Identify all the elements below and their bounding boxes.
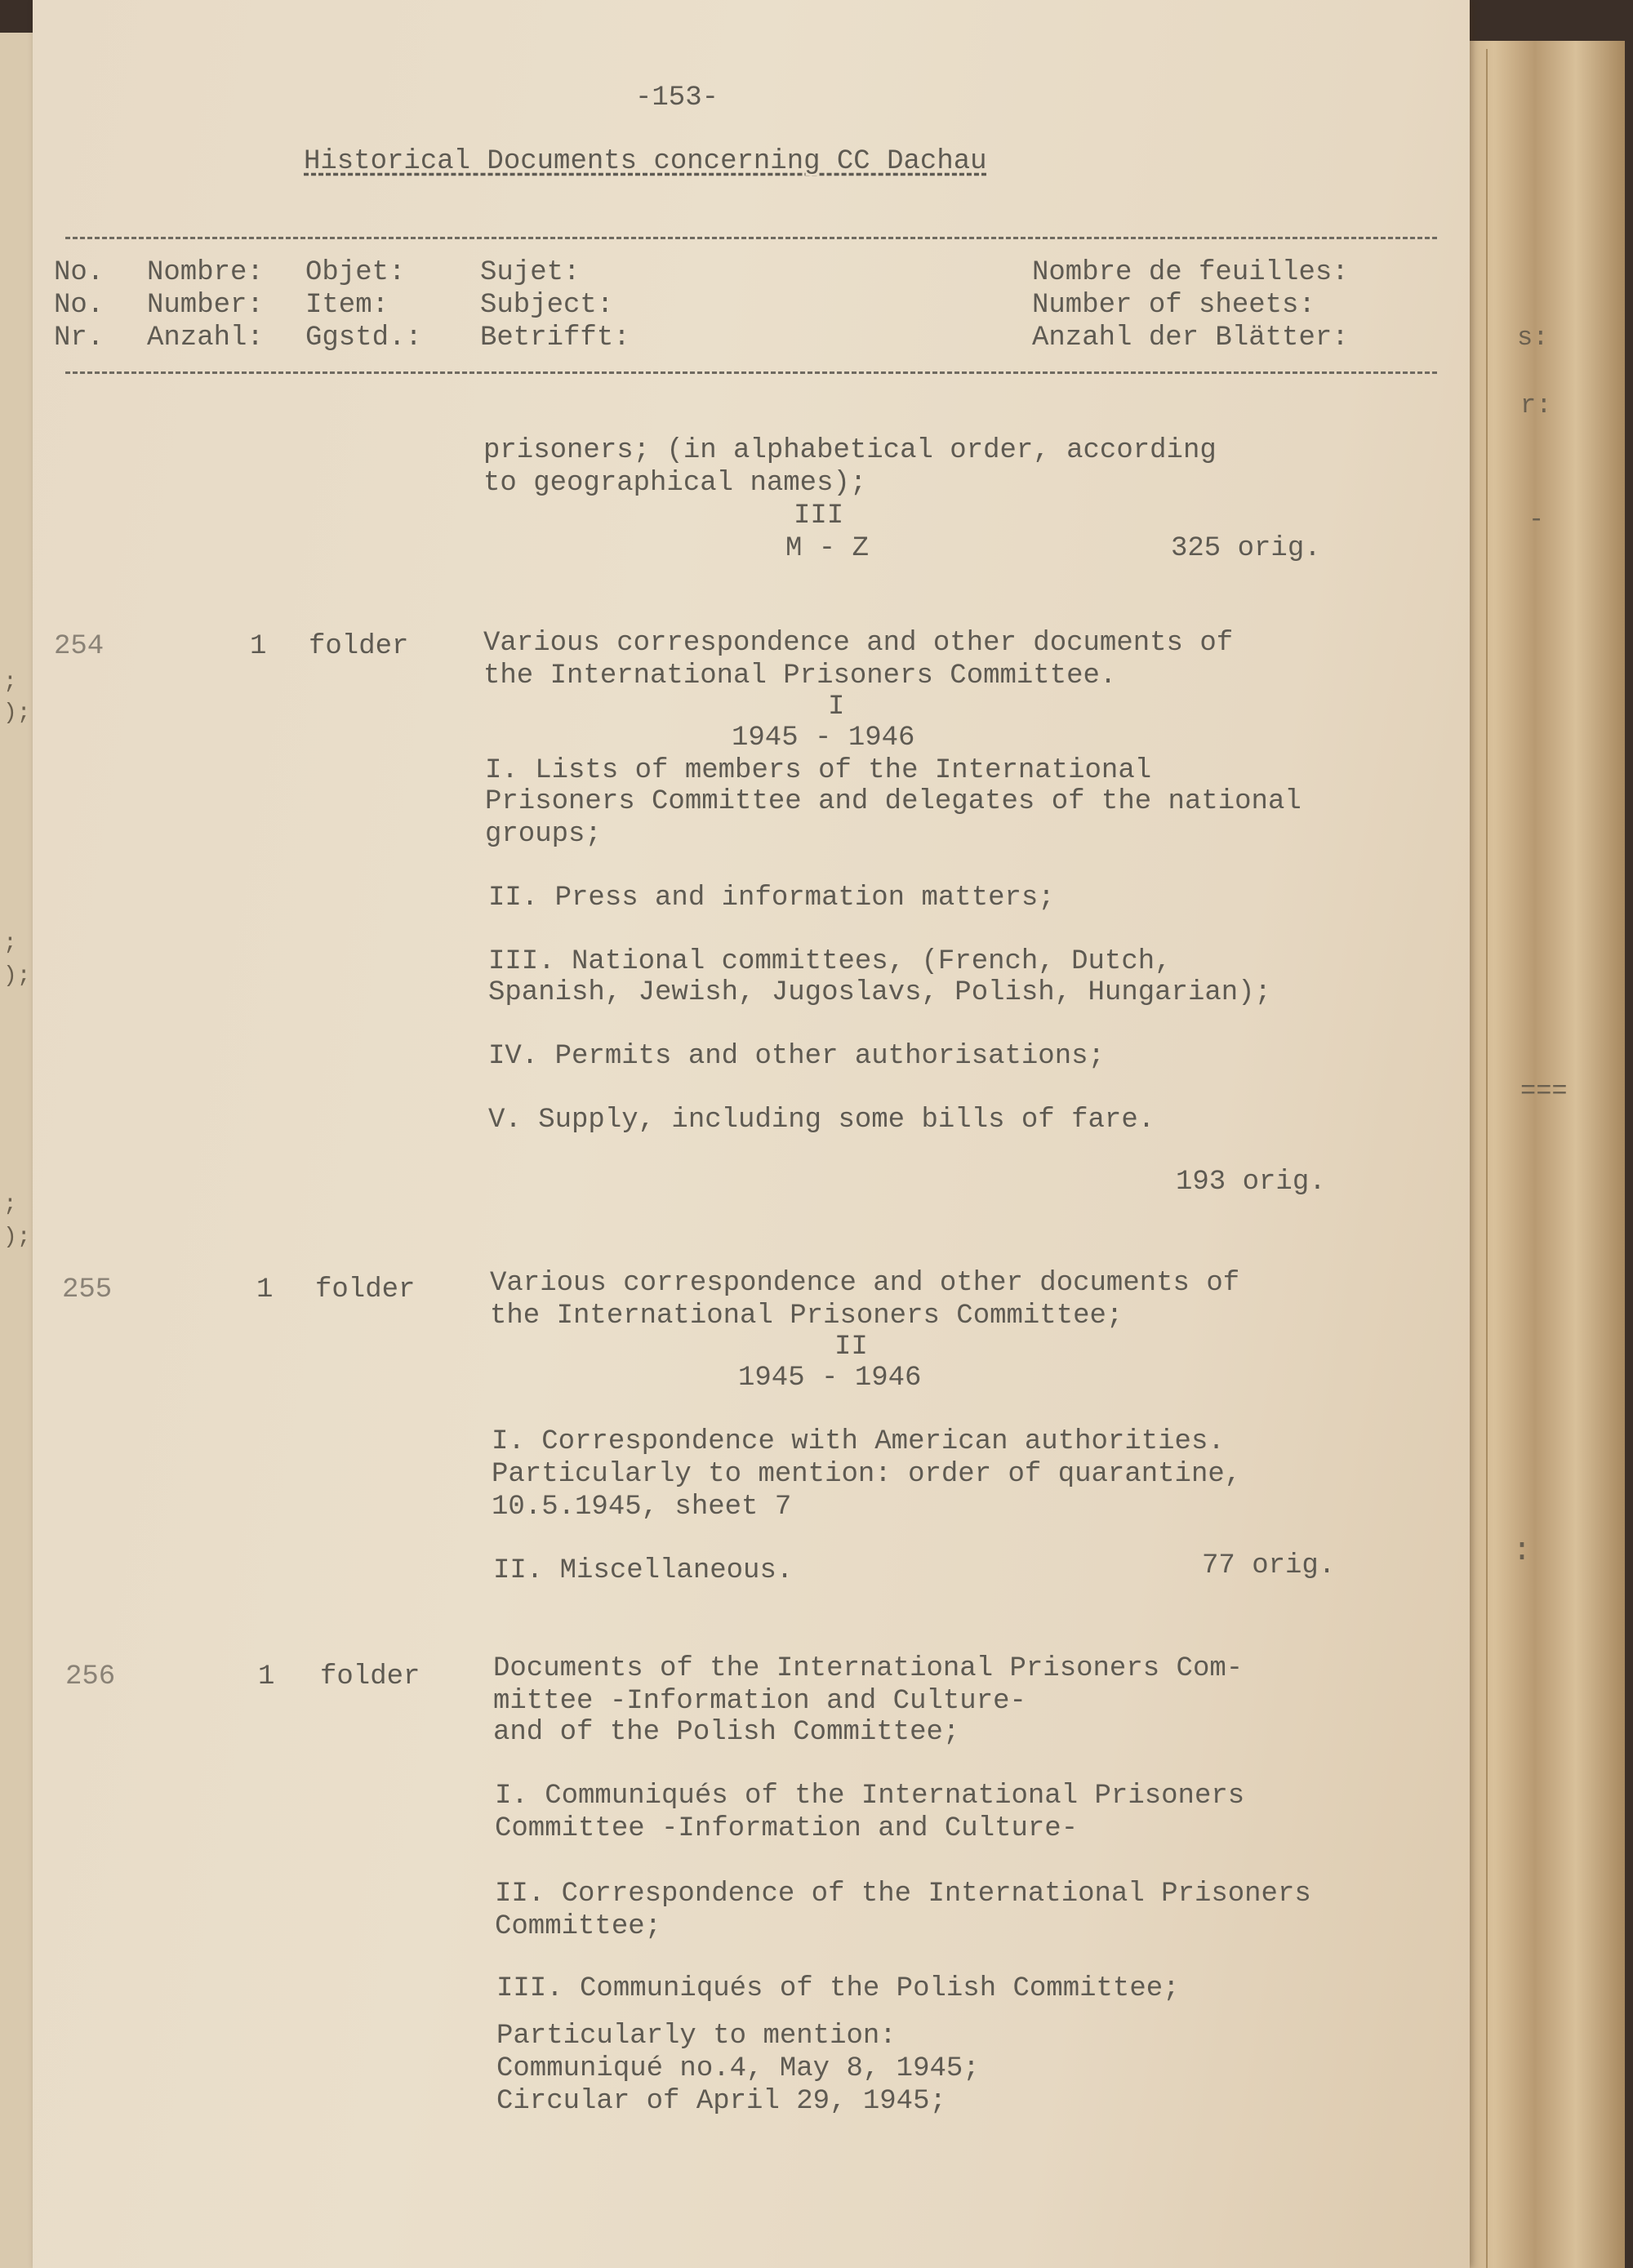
- header-sheets: Nombre de feuilles:: [1032, 257, 1349, 288]
- entry-subitem: Communiqué no.4, May 8, 1945;: [496, 2053, 980, 2084]
- header-sheets: Number of sheets:: [1032, 290, 1315, 321]
- page-title: Historical Documents concerning CC Dachau: [304, 146, 987, 177]
- entry-subitem: II. Miscellaneous.: [493, 1555, 794, 1586]
- header-no: No.: [54, 257, 105, 288]
- ghost-text: ;: [3, 1192, 17, 1217]
- entry-description: the International Prisoners Committee.: [483, 660, 1117, 692]
- entry-sheets: 77 orig.: [1202, 1550, 1336, 1581]
- header-count: Anzahl:: [147, 322, 264, 354]
- entry-subitem: Committee -Information and Culture-: [495, 1813, 1079, 1844]
- entry-subitem: Particularly to mention: order of quarantine,: [492, 1459, 1242, 1490]
- ghost-text: ===: [1520, 1076, 1568, 1106]
- page-stack-line: [1486, 49, 1622, 2268]
- entry-item: folder: [315, 1274, 416, 1305]
- entry-subitem: III. National committees, (French, Dutch,: [488, 946, 1172, 977]
- ghost-text: r:: [1520, 390, 1552, 420]
- entry-subitem: II. Correspondence of the International Prisoners: [495, 1879, 1311, 1910]
- entry-subitem: V. Supply, including some bills of fare.: [488, 1105, 1155, 1136]
- page-number: -153-: [635, 82, 719, 113]
- entry-subitem: Particularly to mention:: [496, 2021, 897, 2052]
- header-item: Ggstd.:: [305, 322, 422, 354]
- ghost-text: );: [3, 700, 31, 726]
- ghost-text: :: [1512, 1533, 1533, 1570]
- header-count: Number:: [147, 290, 264, 321]
- header-subject: Subject:: [480, 290, 614, 321]
- entry-count: 1: [250, 631, 267, 662]
- entry-subitem: groups;: [485, 819, 602, 850]
- header-subject: Betrifft:: [480, 322, 630, 354]
- entry-subitem: III. Communiqués of the Polish Committee;: [496, 1973, 1180, 2004]
- entry-item: folder: [309, 631, 409, 662]
- header-count: Nombre:: [147, 257, 264, 288]
- entry-description: Various correspondence and other documents of: [483, 628, 1234, 659]
- header-sheets: Anzahl der Blätter:: [1032, 322, 1349, 354]
- continuation-volume: III: [794, 500, 844, 531]
- continuation-line: to geographical names);: [483, 468, 867, 499]
- entry-volume: I: [828, 692, 845, 723]
- header-rule-bottom: [65, 371, 1437, 374]
- continuation-line: prisoners; (in alphabetical order, according: [483, 435, 1217, 466]
- entry-subitem: I. Communiqués of the International Prisoners: [495, 1781, 1245, 1812]
- ghost-text: s:: [1517, 322, 1549, 353]
- entry-volume: II: [834, 1332, 868, 1363]
- ghost-text: ;: [3, 931, 17, 956]
- entry-number: 255: [62, 1274, 113, 1305]
- entry-sheets: 193 orig.: [1176, 1167, 1326, 1198]
- entry-count: 1: [256, 1274, 274, 1305]
- entry-subitem: Spanish, Jewish, Jugoslavs, Polish, Hungarian);: [488, 977, 1271, 1008]
- entry-subitem: Circular of April 29, 1945;: [496, 2086, 946, 2117]
- entry-description: the International Prisoners Committee;: [490, 1301, 1124, 1332]
- ghost-text: );: [3, 963, 31, 989]
- entry-subitem: IV. Permits and other authorisations;: [488, 1041, 1105, 1072]
- entry-subitem: I. Lists of members of the International: [485, 755, 1152, 786]
- continuation-sheets: 325 orig.: [1171, 533, 1321, 564]
- continuation-range: M - Z: [785, 533, 870, 564]
- entry-description: Documents of the International Prisoners Com-: [493, 1653, 1244, 1684]
- entry-years: 1945 - 1946: [732, 723, 915, 754]
- ghost-text: );: [3, 1225, 31, 1250]
- header-rule-top: [65, 237, 1437, 239]
- entry-years: 1945 - 1946: [738, 1363, 922, 1394]
- entry-description: Various correspondence and other documents of: [490, 1268, 1240, 1299]
- entry-description: and of the Polish Committee;: [493, 1717, 960, 1748]
- header-no: Nr.: [54, 322, 105, 354]
- header-item: Item:: [305, 290, 389, 321]
- ghost-text: ;: [3, 669, 17, 695]
- entry-subitem: II. Press and information matters;: [488, 883, 1055, 914]
- entry-subitem: Prisoners Committee and delegates of the national: [485, 786, 1302, 817]
- entry-subitem: Committee;: [495, 1911, 662, 1942]
- header-no: No.: [54, 290, 105, 321]
- entry-number: 254: [54, 631, 105, 662]
- header-subject: Sujet:: [480, 257, 581, 288]
- ghost-text: -: [1528, 505, 1545, 535]
- entry-description: mittee -Information and Culture-: [493, 1686, 1026, 1717]
- header-item: Objet:: [305, 257, 406, 288]
- entry-number: 256: [65, 1661, 116, 1692]
- entry-item: folder: [320, 1661, 420, 1692]
- entry-subitem: 10.5.1945, sheet 7: [492, 1492, 792, 1523]
- entry-count: 1: [258, 1661, 275, 1692]
- entry-subitem: I. Correspondence with American authorities.: [492, 1426, 1225, 1457]
